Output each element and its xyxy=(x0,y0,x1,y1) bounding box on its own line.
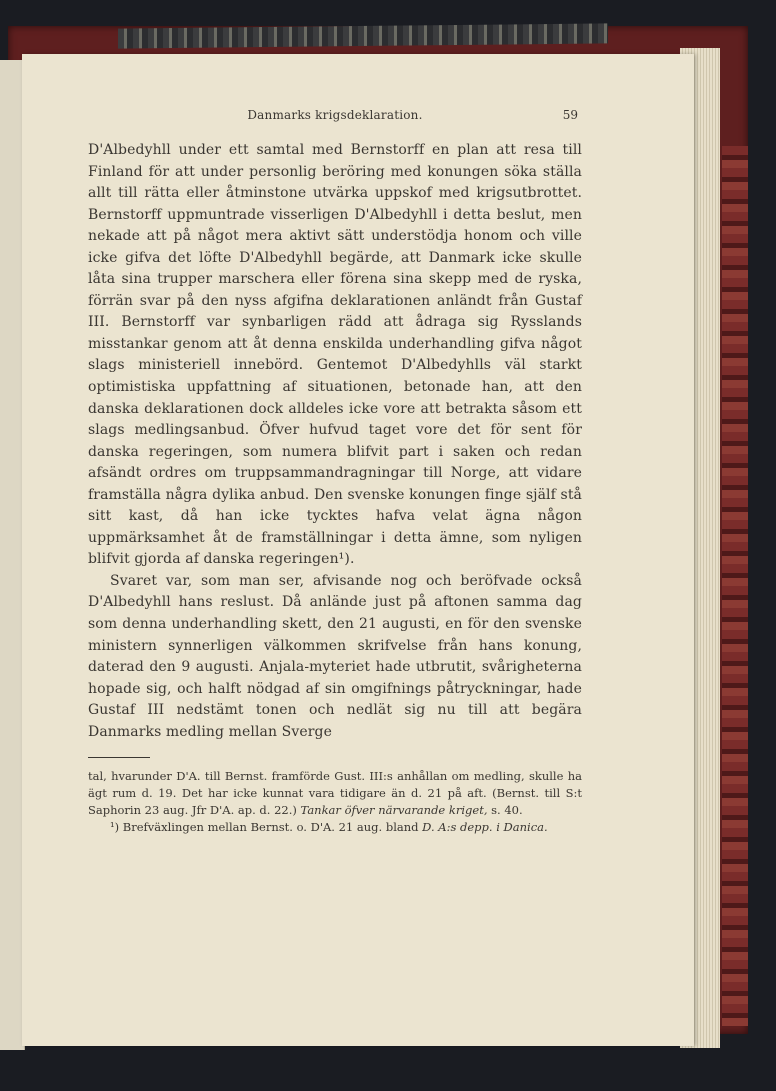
footnote-1 xyxy=(88,819,582,836)
book-page xyxy=(22,54,694,1046)
paragraph: Svaret var, som man ser, afvisande nog och beröfvade också D'Albedyhll hans reslust. Då anlände just på aftonen samma dag som denna underhandling skett, den 21 augusti, en för den svenske ministern synnerligen välkommen skrifvelse från hans konung, daterad den 9 augusti. Anjala-myteriet hade utbrutit, svårigheterna hopade sig, och halft nödgad af sin omgifnings påtryckningar, hade Gustaf III nedstämt tonen och nedlät sig nu till att begära Danmarks medling mellan Sverge xyxy=(88,572,582,740)
footnote-italic-title: Tankar öfver närvarande kriget, xyxy=(300,803,488,818)
body-text xyxy=(88,140,582,743)
running-head xyxy=(88,102,582,130)
spine-band xyxy=(118,23,608,48)
page-content xyxy=(88,102,582,836)
paragraph: D'Albedyhll under ett samtal med Bernstorff en plan att resa till Finland för att under personlig beröring med konungen söka ställa allt till rätta eller åtminstone utvärka uppskof med krigsutbrottet. Bernstorff uppmuntrade visserligen D'Albedyhll i detta beslut, men nekade att på något mera aktivt sätt understödja honom och ville icke gifva det löfte D'Albedyhll begärde, att Danmark icke skulle låta sina trupper marschera eller förena sina skepp med de ryska, förrän svar på den nyss afgifna deklarationen anländt från Gustaf III. Bernstorff var synbarligen rädd att ådraga sig Rysslands misstankar genom att åt denna enskilda underhandling gifva något slags ministeriell innebörd. Gentemot D'Albedyhlls väl starkt optimistiska uppfattning af situationen, betonade han, att den danska deklarationen dock alldeles icke vore att betrakta såsom ett slags medlingsanbud. Öfver hufvud taget vore det för sent för danska regeringen, som numera blifvit part i saken och redan afsändt ordres om truppsammandragningar till Norge, att vidare framställa några dylika anbud. Den svenske konungen finge själf stå sitt kast, då han icke tycktes hafva velat ägna någon uppmärksamhet åt de framställningar i detta ämne, som nyligen blifvit gjorda af danska regeringen¹). xyxy=(88,142,582,568)
cover-edge xyxy=(722,146,748,1026)
running-title: Danmarks krigsdeklaration. xyxy=(247,108,423,122)
footnote-italic-ref: D. A:s depp. i Danica. xyxy=(422,820,548,835)
footnote-text: s. 40. xyxy=(491,803,523,818)
footnote-divider xyxy=(88,757,150,758)
footnotes xyxy=(88,768,582,836)
footnote-text: ¹) Brefväxlingen mellan Bernst. o. D'A. 21 aug. bland xyxy=(110,820,419,835)
footnote-continuation xyxy=(88,768,582,819)
page-number: 59 xyxy=(562,108,578,122)
footnote-text: tal, hvarunder D'A. till Bernst. framförde Gust. III:s anhållan om medling, skulle ha ägt rum d. 19. Det har icke kunnat vara tidigare än d. 21 på aft. (Bernst. till S:t Saphorin 23 aug. Jfr D'A. ap. d. 22.) xyxy=(88,769,582,818)
